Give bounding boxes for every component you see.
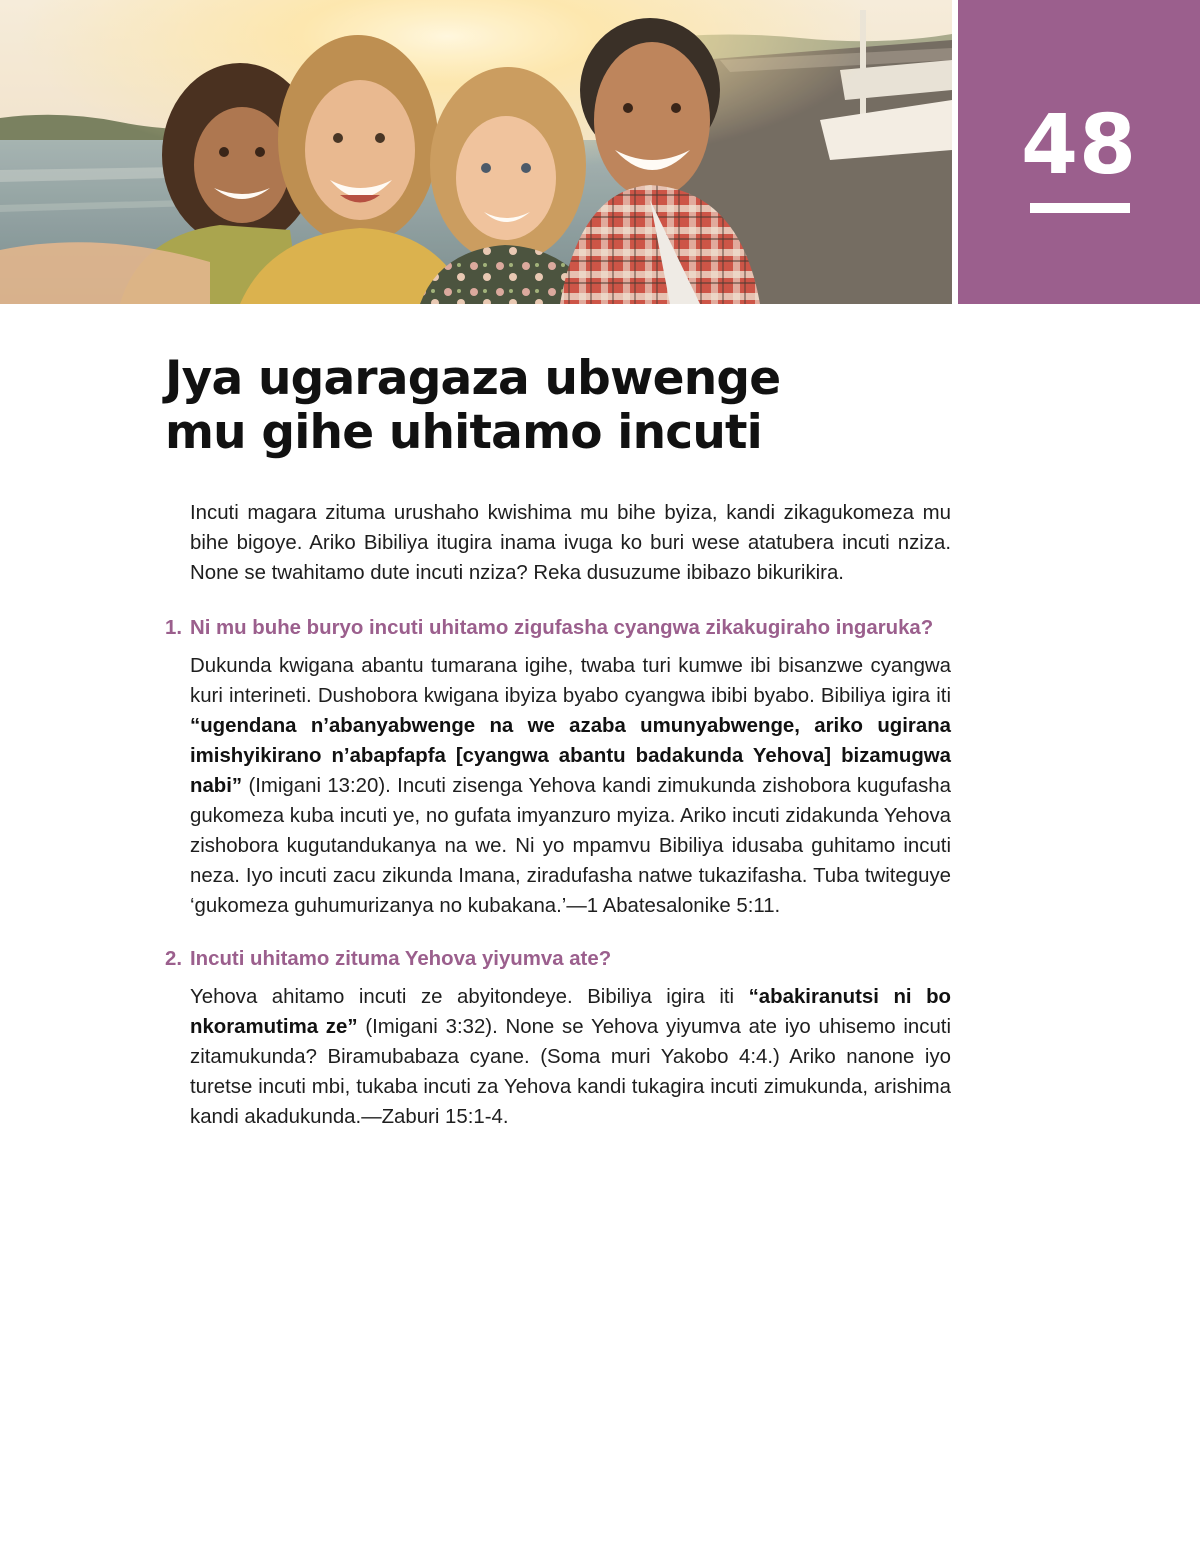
page-title — [165, 352, 965, 460]
section-1-answer-text-b: (Imigani 13:20). Incuti zisenga Yehova kandi zimukunda zishobora kugufasha gukomeza kuba incuti ye, no gufata imyanzuro myiza. Ariko incuti zidakunda Yehova zishobora kugutandukanya na we. Ni yo mpamvu Bibiliya idusaba guhitamo incuti neza. Iyo incuti zacu zikunda Imana, ziradufasha natwe tukazifasha. Tuba twiteguye ‘gukomeza guhumurizanya no kubakana.’—1 Abatesalonike 5:11. — [190, 775, 951, 917]
section-1-question — [165, 613, 951, 643]
section-2-question-text: Incuti uhitamo zituma Yehova yiyumva ate? — [190, 948, 612, 970]
section-1-answer-text-a: Dukunda kwigana abantu tumarana igihe, twaba turi kumwe ibi bisanzwe cyangwa kuri interineti. Dushobora kwigana ibyiza byabo cyangwa ibibi byabo. Bibiliya igira iti — [190, 655, 951, 707]
lesson-content — [165, 498, 951, 1155]
section-1-answer — [190, 651, 951, 921]
section-1-scripture-quote: “ugendana n’abanyabwenge na we azaba umunyabwenge, ariko ugirana imishyikirano n’abapfapfa [cyangwa abantu badakunda Yehova] bizamugwa nabi” — [190, 715, 951, 797]
section-1 — [165, 613, 951, 921]
header-photo — [0, 0, 952, 304]
section-2-answer-text-a: Yehova ahitamo incuti ze abyitondeye. Bibiliya igira iti — [190, 986, 749, 1008]
section-1-question-text: Ni mu buhe buryo incuti uhitamo zigufasha cyangwa zikakugiraho ingaruka? — [190, 617, 934, 639]
intro-paragraph: Incuti magara zituma urushaho kwishima mu bihe byiza, kandi zikagukomeza mu bihe bigoye. Ariko Bibiliya itugira inama ivuga ko buri wese atatubera incuti nziza. None se twahitamo dute incuti nziza? Reka dusuzume ibibazo bikurikira. — [190, 502, 951, 584]
lesson-number: 48 — [1020, 98, 1138, 193]
section-2-question — [165, 944, 951, 974]
section-1-number: 1. — [165, 617, 183, 639]
section-2-answer-text-b: (Imigani 3:32). None se Yehova yiyumva ate iyo uhisemo incuti zitamukunda? Biramubabaza cyane. (Soma muri Yakobo 4:4.) Ariko nanone iyo turetse incuti mbi, tukaba incuti za Yehova kandi tukagira incuti zimukunda, arishima kandi akadukunda.—Zaburi 15:1-4. — [190, 1016, 951, 1128]
page-title-line-2: mu gihe uhitamo incuti — [165, 405, 762, 460]
section-2-number: 2. — [165, 948, 183, 970]
lesson-number-underline — [1030, 203, 1130, 213]
lesson-number-tab — [958, 0, 1200, 304]
page-title-line-1: Jya ugaragaza ubwenge — [165, 351, 781, 406]
section-2-scripture-quote: “abakiranutsi ni bo nkoramutima ze” — [190, 986, 951, 1038]
section-2-answer — [190, 982, 951, 1132]
section-2 — [165, 944, 951, 1132]
header-photo-illustration — [0, 0, 952, 304]
